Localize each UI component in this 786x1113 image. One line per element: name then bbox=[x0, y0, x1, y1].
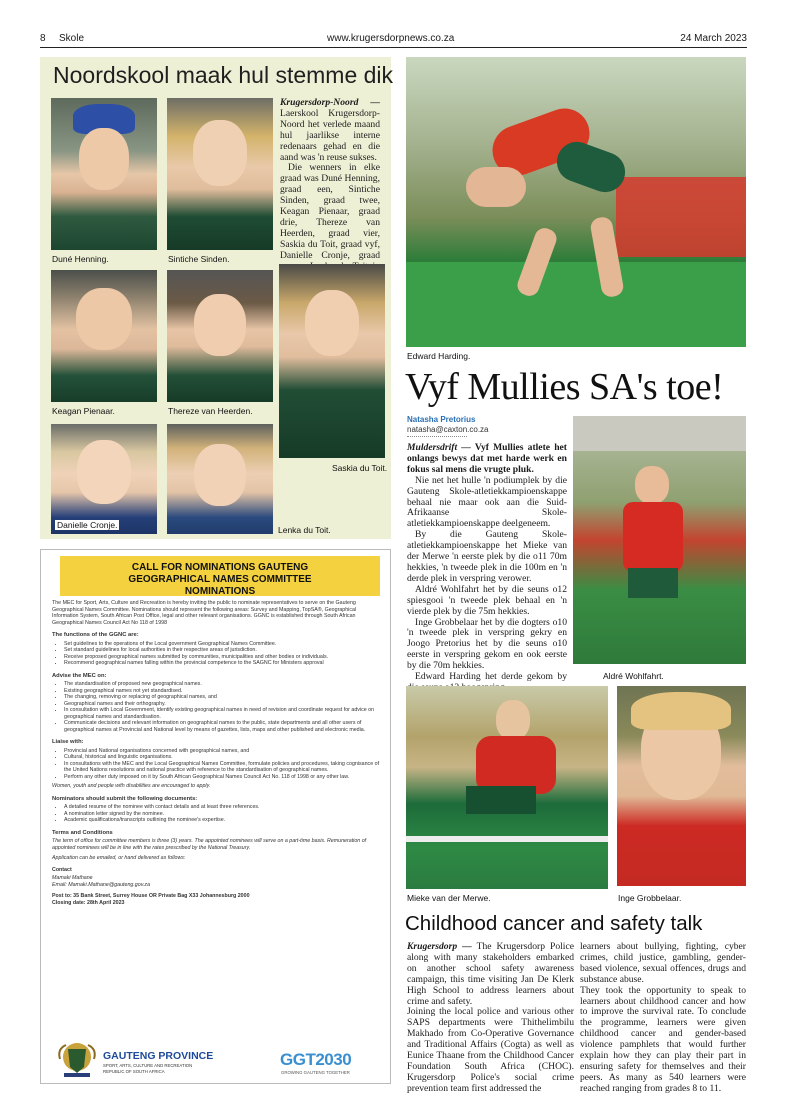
photo-sintiche-sinden bbox=[167, 98, 273, 250]
photo-aldre-wohlfahrt bbox=[573, 416, 746, 664]
gauteng-logo-sub1: SPORT, ARTS, CULTURE AND RECREATION bbox=[103, 1063, 193, 1068]
article2-para-2: By die Gauteng Skole-atletiekkampioenskappe het Mieke van der Merwe 'n eerste plek by die o11 70m hekkies, 'n tweede plek in die 100m en 'n derde plek in verspring verower. bbox=[407, 529, 567, 584]
list-item: • Set standard guidelines for local authorities in their respective areas of jurisdiction. bbox=[64, 647, 382, 654]
list-item: • A detailed resume of the nominee with contact details and at least three references. bbox=[64, 804, 382, 811]
gauteng-province-logo-title: GAUTENG PROVINCE bbox=[103, 1050, 214, 1062]
article3-para-2: Joining the local police and various other SAPS departments were Thithelimbilu Makhado from Co-Operative Governance and Traditional Affairs (Cogta) as well as Eunice Thaane from the Childhood Cancer Foundation South Africa (CHOC). Krugersdorp Police's social crime prevention team first addressed the bbox=[407, 1006, 574, 1094]
photo-keagan-pienaar bbox=[51, 270, 157, 402]
ad-liaise-heading: Liaise with: bbox=[52, 739, 84, 745]
article1-headline: Noordskool maak hul stemme dik bbox=[53, 62, 394, 88]
article1-dateline: Krugersdorp-Noord — bbox=[280, 97, 380, 108]
list-item: • Recommend geographical names falling within the provincial competence to the SAGNC for Ministers approval bbox=[64, 660, 382, 667]
ad-contact-heading: Contact bbox=[52, 866, 72, 873]
article1-para-1: Laerskool Krugersdorp-Noord het verlede maand hul jaarlikse interne redenaars gehad en die aand was 'n reuse sukses. bbox=[280, 107, 380, 163]
ad-contact-email[interactable]: Email: Mamaki.Mathane@gauteng.gov.za bbox=[52, 881, 151, 888]
photo-mieke-van-der-merwe bbox=[406, 686, 608, 889]
caption-sintiche: Sintiche Sinden. bbox=[168, 254, 230, 264]
caption-aldre: Aldré Wohlfahrt. bbox=[603, 671, 664, 681]
ad-application: Application can be emailed, or hand delivered as follows: bbox=[52, 855, 186, 861]
article2-body bbox=[407, 443, 567, 716]
article3-col1 bbox=[407, 942, 574, 1095]
byline-rule bbox=[407, 436, 467, 437]
ad-closing: Closing date: 28th April 2023 bbox=[52, 899, 125, 906]
ad-intro: The MEC for Sport, Arts, Culture and Recreation is hereby inviting the public to nominate representatives to serve on the Gauteng Geographical Names Committee. Nominations should represent the following areas: Survey and Mapping, TopSA®, Geographical Information System, South African Post Office, legal and other relevant organisations. GGNC is established through South African Geographical Names Council Act No 118 of 1998 bbox=[52, 600, 357, 626]
caption-inge: Inge Grobbelaar. bbox=[618, 893, 682, 903]
ggt2030-logo: GGT2030 bbox=[280, 1050, 352, 1069]
list-item: • In consultations with the MEC and the Local Geographical Names Committee, formulate policies and procedures, taking cognisance of the United Nations resolutions and national practice with reference to the standardisation of geographical names. bbox=[64, 761, 382, 774]
ad-contact-name: Mamaki Mathane bbox=[52, 875, 93, 881]
issue-date: 24 March 2023 bbox=[680, 33, 747, 44]
article2-para-3: Aldré Wohlfahrt het by die seuns o12 spiesgooi 'n tweede plek behaal en 'n vierde plek by die 75m hekkies. bbox=[407, 583, 567, 617]
article3-para-4: They took the opportunity to speak to learners about childhood cancer and how to improve the survival rate. To conclude the programme, learners were given childhood cancer and gender-based violence pamphlets that would further explain how they can play their part in ensuring safety for themselves and their peers. As many as 540 learners were reached ranging from grades 8 to 11. bbox=[580, 984, 746, 1094]
article2-para-5: Edward Harding het derde gekom by bbox=[415, 671, 567, 683]
article3-headline: Childhood cancer and safety talk bbox=[405, 912, 703, 935]
caption-edward-harding: Edward Harding. bbox=[407, 351, 471, 361]
list-item: • Communicate decisions and relevant information on geographical names to the public, state departments and all other users of geographical names at Provincial and National level by means of gazettes, lists, maps and other published and electronic media. bbox=[64, 720, 382, 733]
caption-lenka: Lenka du Toit. bbox=[278, 525, 331, 535]
article2-lead: Vyf Mullies atlete het onlangs bewys dat met harde werk en fokus sal mens die vrugte pluk. bbox=[407, 442, 567, 475]
caption-thereze: Thereze van Heerden. bbox=[168, 406, 253, 416]
ad-advise-heading: Advise the MEC on: bbox=[52, 672, 107, 679]
article2-dateline: Muldersdrift — bbox=[407, 442, 471, 453]
header-rule bbox=[40, 47, 747, 48]
photo-saskia-du-toit bbox=[279, 264, 385, 458]
article3-dateline: Krugersdorp — bbox=[407, 941, 472, 952]
ad-terms: The term of office for committee members is three (3) years. The appointed nominees will serve on a part-time basis. Remuneration of appointed nominees will be in line with the rates prescribed by the National Treasury. bbox=[52, 838, 367, 851]
photo-lenka-du-toit bbox=[167, 424, 273, 534]
caption-danielle: Danielle Cronje. bbox=[57, 520, 118, 530]
ad-functions-heading: The functions of the GGNC are: bbox=[52, 632, 139, 638]
list-item: • Provincial and National organisations concerned with geographical names, and bbox=[64, 748, 382, 755]
list-item: • The changing, removing or replacing of geographical names, and bbox=[64, 694, 382, 701]
article3-para-1: The Krugersdorp Police along with many stakeholders embarked on another school safety awareness campaign, this time visiting Jan De Klerk High School to address learners about crime and safety. bbox=[407, 941, 574, 1007]
byline-email[interactable]: natasha@caxton.co.za bbox=[407, 425, 489, 434]
ad-post: Post to: 35 Bank Street, Surrey House OR Private Bag X33 Johannesburg 2000 bbox=[52, 893, 250, 899]
byline-name: Natasha Pretorius bbox=[407, 415, 476, 424]
caption-keagan: Keagan Pienaar. bbox=[52, 406, 115, 416]
site-url[interactable]: www.krugersdorpnews.co.za bbox=[327, 33, 455, 44]
list-item: • Set guidelines to the operations of the Local government Geographical Names Committee. bbox=[64, 641, 382, 648]
photo-edward-harding-highjump bbox=[406, 57, 746, 347]
ad-title: CALL FOR NOMINATIONS GAUTENG GEOGRAPHICAL NAMES COMMITTEE NOMINATIONS bbox=[128, 562, 312, 597]
page-header bbox=[40, 33, 747, 47]
list-item: • Cultural, historical and linguistic organisations. bbox=[64, 754, 382, 761]
list-item: • In consultation with Local Government, identify existing geographical names in need of revision and coordinate request for advice on geographical names and standardisation. bbox=[64, 707, 382, 720]
list-item: • Academic qualifications/transcripts outlining the nominee's expertise. bbox=[64, 817, 382, 824]
article3-col2 bbox=[580, 942, 746, 1095]
list-item: • Geographical names and their orthography. bbox=[64, 701, 382, 708]
article2-para-1: Nie net het hulle 'n podiumplek by die Gauteng Skole-atletiekkampioenskappe behaal nie maar ook aan die Suid-Afrikaanse Skole-atletiekkampioenskappe deelgeneem. bbox=[407, 474, 567, 530]
ad-documents-list bbox=[52, 804, 382, 824]
section-name: Skole bbox=[59, 33, 85, 44]
ad-body bbox=[52, 600, 382, 908]
photo-dune-henning bbox=[51, 98, 157, 250]
photo-inge-grobbelaar bbox=[617, 686, 746, 886]
list-item: • Existing geographical names not yet standardised. bbox=[64, 688, 382, 695]
caption-mieke: Mieke van der Merwe. bbox=[407, 893, 491, 903]
list-item: • A nomination letter signed by the nominee. bbox=[64, 811, 382, 818]
page-number: 8 bbox=[40, 33, 46, 44]
article2-para-4: Inge Grobbelaar het by die dogters o10 'n tweede plek in verspring gekry en Joogo Pretorius het by die seuns o10 eerste in verspring gekom en ook eerste by die 70m hekkies. bbox=[407, 616, 567, 672]
photo-danielle-cronje bbox=[51, 424, 157, 534]
photo-thereze-van-heerden bbox=[167, 270, 273, 402]
ggt2030-sub: GROWING GAUTENG TOGETHER bbox=[281, 1070, 350, 1075]
ad-liaise-list bbox=[52, 748, 382, 781]
ad-documents-heading: Nominators should submit the following documents: bbox=[52, 795, 198, 802]
article1-para-2: Die wenners in elke graad was Duné Henning, graad een, Sintiche Sinden, graad twee, Keagan Pienaar, graad drie, Thereze van Heerden, graad vier, Saskia du Toit, graad vyf, Danielle Cronje, graad bbox=[280, 162, 380, 261]
list-item: • The standardisation of proposed new geographical names. bbox=[64, 681, 382, 688]
article3-para-3: learners about bullying, fighting, cyber crimes, child justice, gambling, gender-based violence, sexual offences, drugs and substance abuse. bbox=[580, 941, 746, 985]
ad-advise-list bbox=[52, 681, 382, 733]
article1-body bbox=[280, 98, 380, 283]
list-item: • Receive proposed geographical names submitted by communities, municipalities and other bodies or individuals. bbox=[64, 654, 382, 661]
ad-functions-list bbox=[52, 641, 382, 667]
article2-headline: Vyf Mullies SA's toe! bbox=[405, 366, 724, 408]
ad-terms-heading: Terms and Conditions bbox=[52, 829, 113, 836]
coat-of-arms-logo bbox=[54, 1039, 100, 1079]
gauteng-logo-sub2: REPUBLIC OF SOUTH AFRICA bbox=[103, 1069, 165, 1074]
list-item: • Perform any other duty imposed on it by South African Geographical Names Council Act No. 118 of 1998 or any other law. bbox=[64, 774, 382, 781]
ad-encourage: Women, youth and people with disabilities are encouraged to apply. bbox=[52, 783, 211, 789]
caption-saskia: Saskia du Toit. bbox=[332, 463, 388, 473]
caption-dune: Duné Henning. bbox=[52, 254, 109, 264]
